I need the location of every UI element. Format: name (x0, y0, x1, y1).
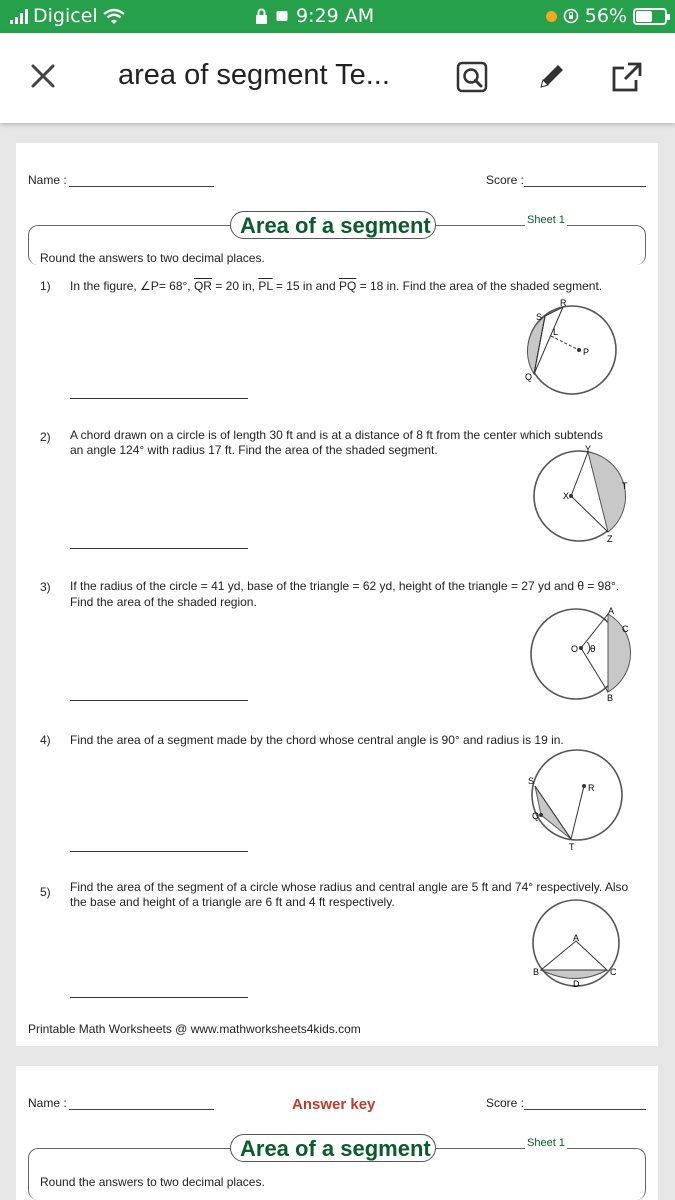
question-text-line1: Find the area of the segment of a circle whose radius and central angle are 5 ft and 74° respectively. Also (70, 880, 629, 894)
question-text-line2: an angle 124° with radius 17 ft. Find the area of the shaded segment. (70, 443, 438, 457)
question-text-line1: If the radius of the circle = 41 yd, base of the triangle = 62 yd, height of the triangle = 27 yd and θ = 98°. (70, 579, 620, 593)
worksheet-page (16, 143, 658, 1046)
wifi-icon (103, 8, 125, 25)
answer-blank (70, 700, 248, 701)
name-label: Name : (28, 1096, 67, 1110)
label-l: L (553, 327, 559, 337)
question-number: 4) (40, 733, 51, 747)
question-text-line1: Find the area of a segment made by the chord whose central angle is 90° and radius is 19 in. (70, 733, 564, 747)
screen-record-icon (276, 10, 288, 22)
circle-figure (511, 298, 626, 393)
status-time: 9:29 AM (296, 5, 375, 27)
carrier-name: Digicel (33, 5, 98, 27)
label-a: A (608, 606, 615, 616)
score-label: Score : (486, 1096, 525, 1110)
status-right-group (546, 5, 667, 27)
label-t: T (569, 842, 575, 852)
status-bar (0, 0, 675, 33)
label-r: R (588, 783, 595, 793)
open-external-icon[interactable] (610, 60, 644, 94)
answer-key-page (16, 1066, 658, 1200)
question-text-line1: A chord drawn on a circle is of length 30 ft and is at a distance of 8 ft from the center which subtends (70, 428, 603, 442)
label-s: S (528, 776, 535, 786)
instructions: Round the answers to two decimal places. (40, 1175, 265, 1189)
label-y: Y (585, 444, 592, 454)
score-blank (524, 186, 646, 187)
battery-fill (636, 11, 652, 22)
label-c: C (622, 624, 629, 634)
label-t: T (622, 481, 628, 491)
label-theta: θ (590, 645, 596, 655)
viewer-toolbar (0, 33, 675, 123)
battery-icon (633, 8, 667, 25)
answer-blank (70, 997, 248, 998)
name-blank (69, 186, 214, 187)
worksheet-title: Area of a segment (240, 1136, 431, 1161)
mic-indicator-icon (546, 11, 557, 22)
instructions: Round the answers to two decimal places. (40, 251, 265, 265)
score-blank (524, 1109, 646, 1110)
label-a: A (573, 933, 580, 943)
edit-pencil-icon[interactable] (534, 60, 568, 94)
question-number: 1) (40, 279, 51, 293)
battery-percent: 56% (584, 5, 627, 27)
answer-key-label: Answer key (292, 1096, 376, 1113)
label-r: R (560, 298, 567, 308)
label-b: B (607, 693, 614, 703)
circle-figure (521, 903, 631, 988)
close-icon[interactable] (28, 61, 58, 91)
question-text: In the figure, ∠P= 68°, QR = 20 in, PL = 15 in and PQ = 18 in. Find the area of the shaded segment. (70, 279, 603, 293)
label-x: X (563, 491, 570, 501)
lock-icon (255, 8, 268, 25)
question-number: 2) (40, 430, 51, 444)
label-q: Q (532, 811, 540, 821)
preview-icon[interactable] (455, 60, 489, 94)
answer-blank (70, 851, 248, 852)
carrier-group (10, 5, 125, 27)
label-p: P (583, 347, 590, 357)
sheet-label: Sheet 1 (527, 1137, 565, 1149)
sheet-label: Sheet 1 (527, 214, 565, 226)
circle-figure (521, 602, 631, 702)
score-label: Score : (486, 173, 525, 187)
label-z: Z (607, 534, 613, 544)
circle-figure (521, 446, 631, 546)
question-text-line2: Find the area of the shaded region. (70, 595, 257, 609)
worksheet-title: Area of a segment (240, 213, 431, 238)
label-q: Q (525, 372, 533, 382)
question-number: 5) (40, 885, 51, 899)
label-s: S (536, 312, 543, 322)
label-o: O (571, 644, 579, 654)
rotation-lock-icon (563, 8, 579, 24)
document-title: area of segment Te... (118, 59, 390, 91)
answer-blank (70, 398, 248, 399)
question-text-line2: the base and height of a triangle are 6 ft and 4 ft respectively. (70, 895, 395, 909)
label-b: B (533, 967, 540, 977)
signal-icon (10, 8, 28, 24)
footer-credit: Printable Math Worksheets @ www.mathworksheets4kids.com (28, 1022, 361, 1036)
name-label: Name : (28, 173, 67, 187)
time-group (255, 5, 374, 27)
label-c: C (610, 967, 617, 977)
label-d: D (573, 979, 580, 989)
circle-figure (521, 746, 631, 852)
answer-blank (70, 548, 248, 549)
question-number: 3) (40, 580, 51, 594)
name-blank (69, 1109, 214, 1110)
